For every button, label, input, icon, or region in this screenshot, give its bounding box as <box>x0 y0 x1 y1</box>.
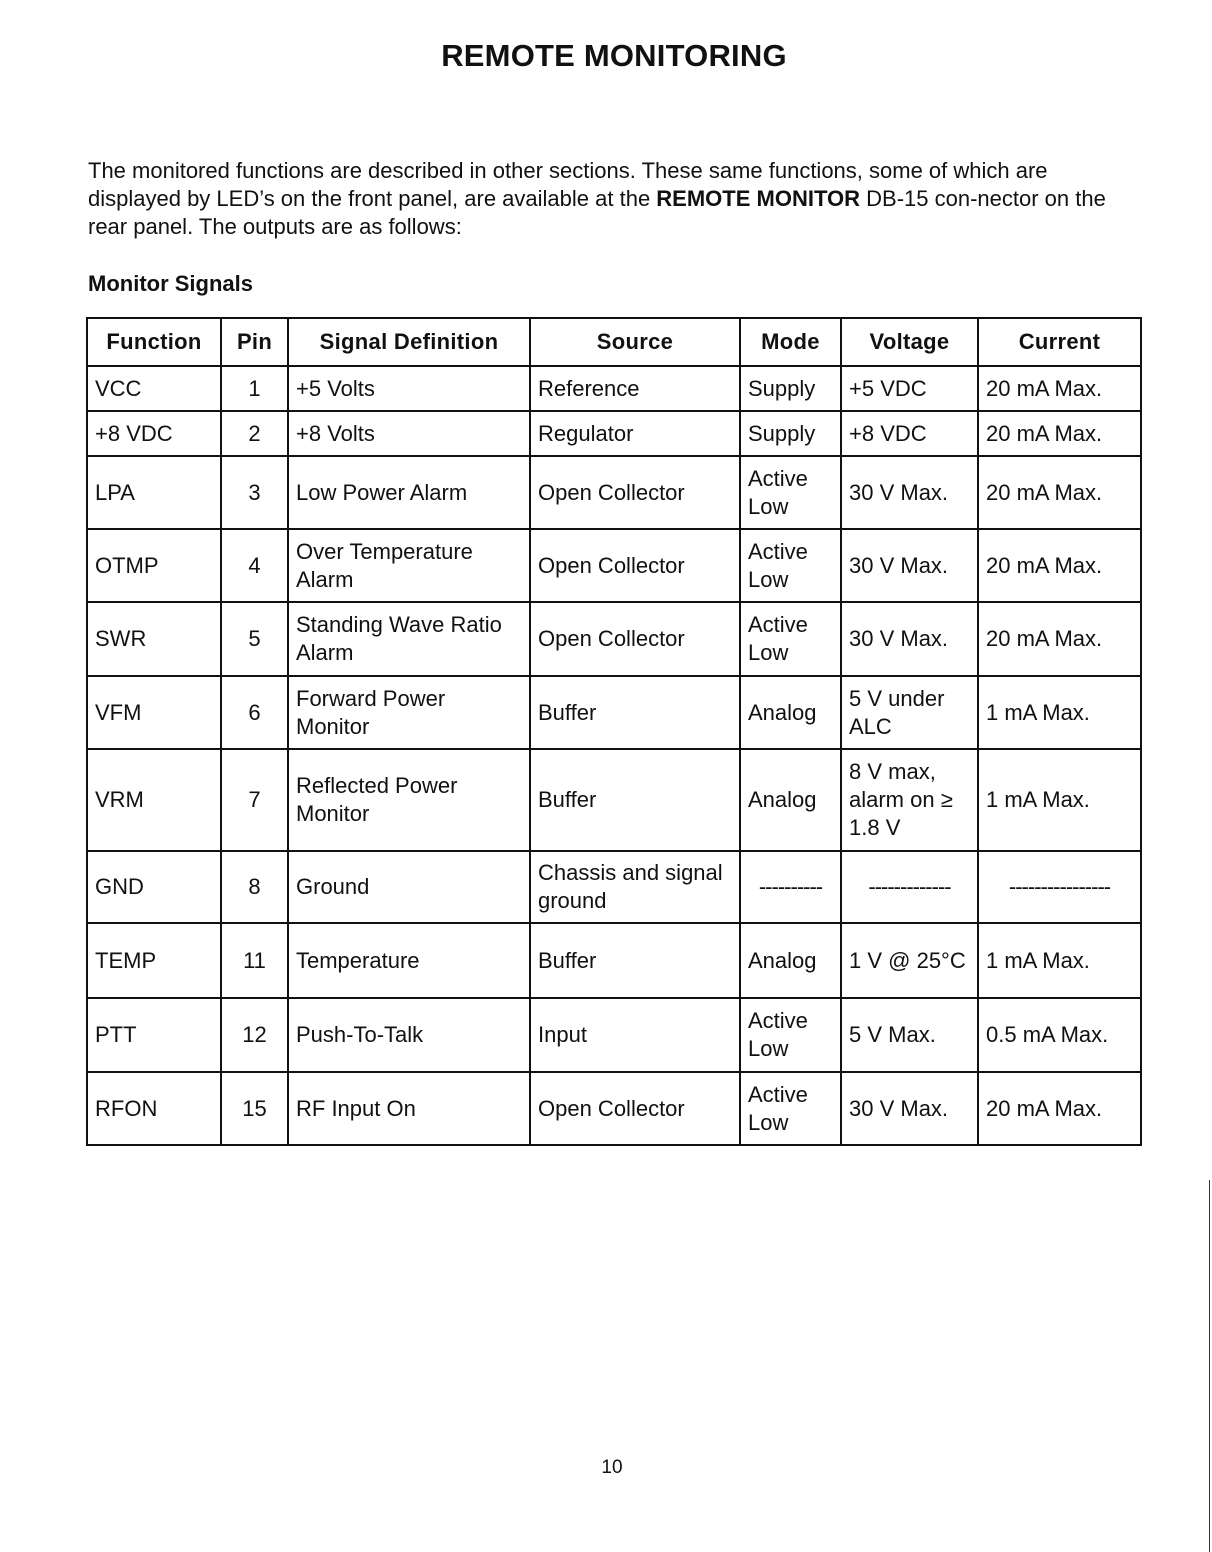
cell-voltage: 30 V Max. <box>841 602 978 676</box>
cell-current: ---------------- <box>978 851 1141 923</box>
cell-voltage: +8 VDC <box>841 411 978 456</box>
cell-function: OTMP <box>87 529 221 602</box>
cell-source: Open Collector <box>530 1072 740 1145</box>
cell-function: VCC <box>87 366 221 411</box>
cell-pin: 1 <box>221 366 288 411</box>
cell-source: Open Collector <box>530 602 740 676</box>
cell-voltage: 1 V @ 25°C <box>841 923 978 998</box>
cell-pin: 3 <box>221 456 288 529</box>
cell-current: 20 mA Max. <box>978 602 1141 676</box>
cell-source: Reference <box>530 366 740 411</box>
cell-signal: Low Power Alarm <box>288 456 530 529</box>
cell-current: 1 mA Max. <box>978 923 1141 998</box>
cell-current: 1 mA Max. <box>978 676 1141 749</box>
cell-pin: 12 <box>221 998 288 1072</box>
cell-pin: 2 <box>221 411 288 456</box>
cell-current: 20 mA Max. <box>978 1072 1141 1145</box>
cell-current: 20 mA Max. <box>978 366 1141 411</box>
cell-pin: 7 <box>221 749 288 851</box>
cell-signal: RF Input On <box>288 1072 530 1145</box>
cell-pin: 5 <box>221 602 288 676</box>
cell-source: Input <box>530 998 740 1072</box>
cell-signal: Reflected Power Monitor <box>288 749 530 851</box>
cell-mode: Active Low <box>740 456 841 529</box>
cell-mode: Analog <box>740 676 841 749</box>
cell-source: Open Collector <box>530 529 740 602</box>
cell-function: +8 VDC <box>87 411 221 456</box>
cell-current: 0.5 mA Max. <box>978 998 1141 1072</box>
header-pin: Pin <box>221 318 288 366</box>
page-title: REMOTE MONITORING <box>441 38 787 73</box>
cell-voltage: 5 V Max. <box>841 998 978 1072</box>
cell-signal: Push-To-Talk <box>288 998 530 1072</box>
cell-mode: Analog <box>740 749 841 851</box>
cell-source: Buffer <box>530 923 740 998</box>
cell-pin: 8 <box>221 851 288 923</box>
table-row <box>87 411 1141 456</box>
cell-signal: Ground <box>288 851 530 923</box>
cell-source: Buffer <box>530 749 740 851</box>
cell-mode: Active Low <box>740 602 841 676</box>
cell-signal: Temperature <box>288 923 530 998</box>
table-row <box>87 749 1141 851</box>
cell-source: Buffer <box>530 676 740 749</box>
cell-voltage: 30 V Max. <box>841 529 978 602</box>
cell-voltage: 8 V max, alarm on ≥ 1.8 V <box>841 749 978 851</box>
cell-signal: +5 Volts <box>288 366 530 411</box>
cell-voltage: 5 V under ALC <box>841 676 978 749</box>
intro-bold-connector: REMOTE MONITOR <box>656 186 861 211</box>
cell-signal: Forward Power Monitor <box>288 676 530 749</box>
scan-edge-line <box>1209 1180 1210 1552</box>
cell-mode: Supply <box>740 366 841 411</box>
table-row <box>87 923 1141 998</box>
table-header-row <box>87 318 1141 366</box>
cell-signal: Standing Wave Ratio Alarm <box>288 602 530 676</box>
cell-current: 20 mA Max. <box>978 456 1141 529</box>
intro-paragraph <box>88 157 1128 241</box>
table-row <box>87 602 1141 676</box>
cell-mode: Supply <box>740 411 841 456</box>
cell-mode: Active Low <box>740 1072 841 1145</box>
cell-voltage: 30 V Max. <box>841 1072 978 1145</box>
cell-function: GND <box>87 851 221 923</box>
header-voltage: Voltage <box>841 318 978 366</box>
cell-voltage: ------------- <box>841 851 978 923</box>
table-row <box>87 529 1141 602</box>
cell-pin: 15 <box>221 1072 288 1145</box>
cell-voltage: +5 VDC <box>841 366 978 411</box>
cell-function: LPA <box>87 456 221 529</box>
cell-function: VRM <box>87 749 221 851</box>
cell-mode: Analog <box>740 923 841 998</box>
cell-source: Regulator <box>530 411 740 456</box>
cell-source: Chassis and signal ground <box>530 851 740 923</box>
header-mode: Mode <box>740 318 841 366</box>
table-row <box>87 1072 1141 1145</box>
header-signal-definition: Signal Definition <box>288 318 530 366</box>
table-row <box>87 676 1141 749</box>
section-heading: Monitor Signals <box>88 271 253 296</box>
cell-mode: Active Low <box>740 529 841 602</box>
cell-mode: ---------- <box>740 851 841 923</box>
cell-current: 1 mA Max. <box>978 749 1141 851</box>
cell-pin: 11 <box>221 923 288 998</box>
cell-current: 20 mA Max. <box>978 411 1141 456</box>
cell-pin: 6 <box>221 676 288 749</box>
cell-current: 20 mA Max. <box>978 529 1141 602</box>
cell-signal: Over Temperature Alarm <box>288 529 530 602</box>
cell-function: RFON <box>87 1072 221 1145</box>
intro-text-1: The monitored functions are described in other sections. These same functions, some of which are displayed by LED’s on the front panel, are available at the <box>88 158 1048 211</box>
header-current: Current <box>978 318 1141 366</box>
monitor-signals-table <box>86 317 1142 1146</box>
header-function: Function <box>87 318 221 366</box>
table-row <box>87 851 1141 923</box>
cell-source: Open Collector <box>530 456 740 529</box>
table-row <box>87 998 1141 1072</box>
cell-pin: 4 <box>221 529 288 602</box>
cell-function: VFM <box>87 676 221 749</box>
cell-mode: Active Low <box>740 998 841 1072</box>
page-number: 10 <box>601 1457 623 1478</box>
intro-text-2: DB-15 con-nector on the rear panel. The outputs are as follows: <box>88 186 1106 239</box>
cell-function: PTT <box>87 998 221 1072</box>
table-row <box>87 456 1141 529</box>
table-row <box>87 366 1141 411</box>
header-source: Source <box>530 318 740 366</box>
cell-function: TEMP <box>87 923 221 998</box>
cell-signal: +8 Volts <box>288 411 530 456</box>
cell-voltage: 30 V Max. <box>841 456 978 529</box>
cell-function: SWR <box>87 602 221 676</box>
